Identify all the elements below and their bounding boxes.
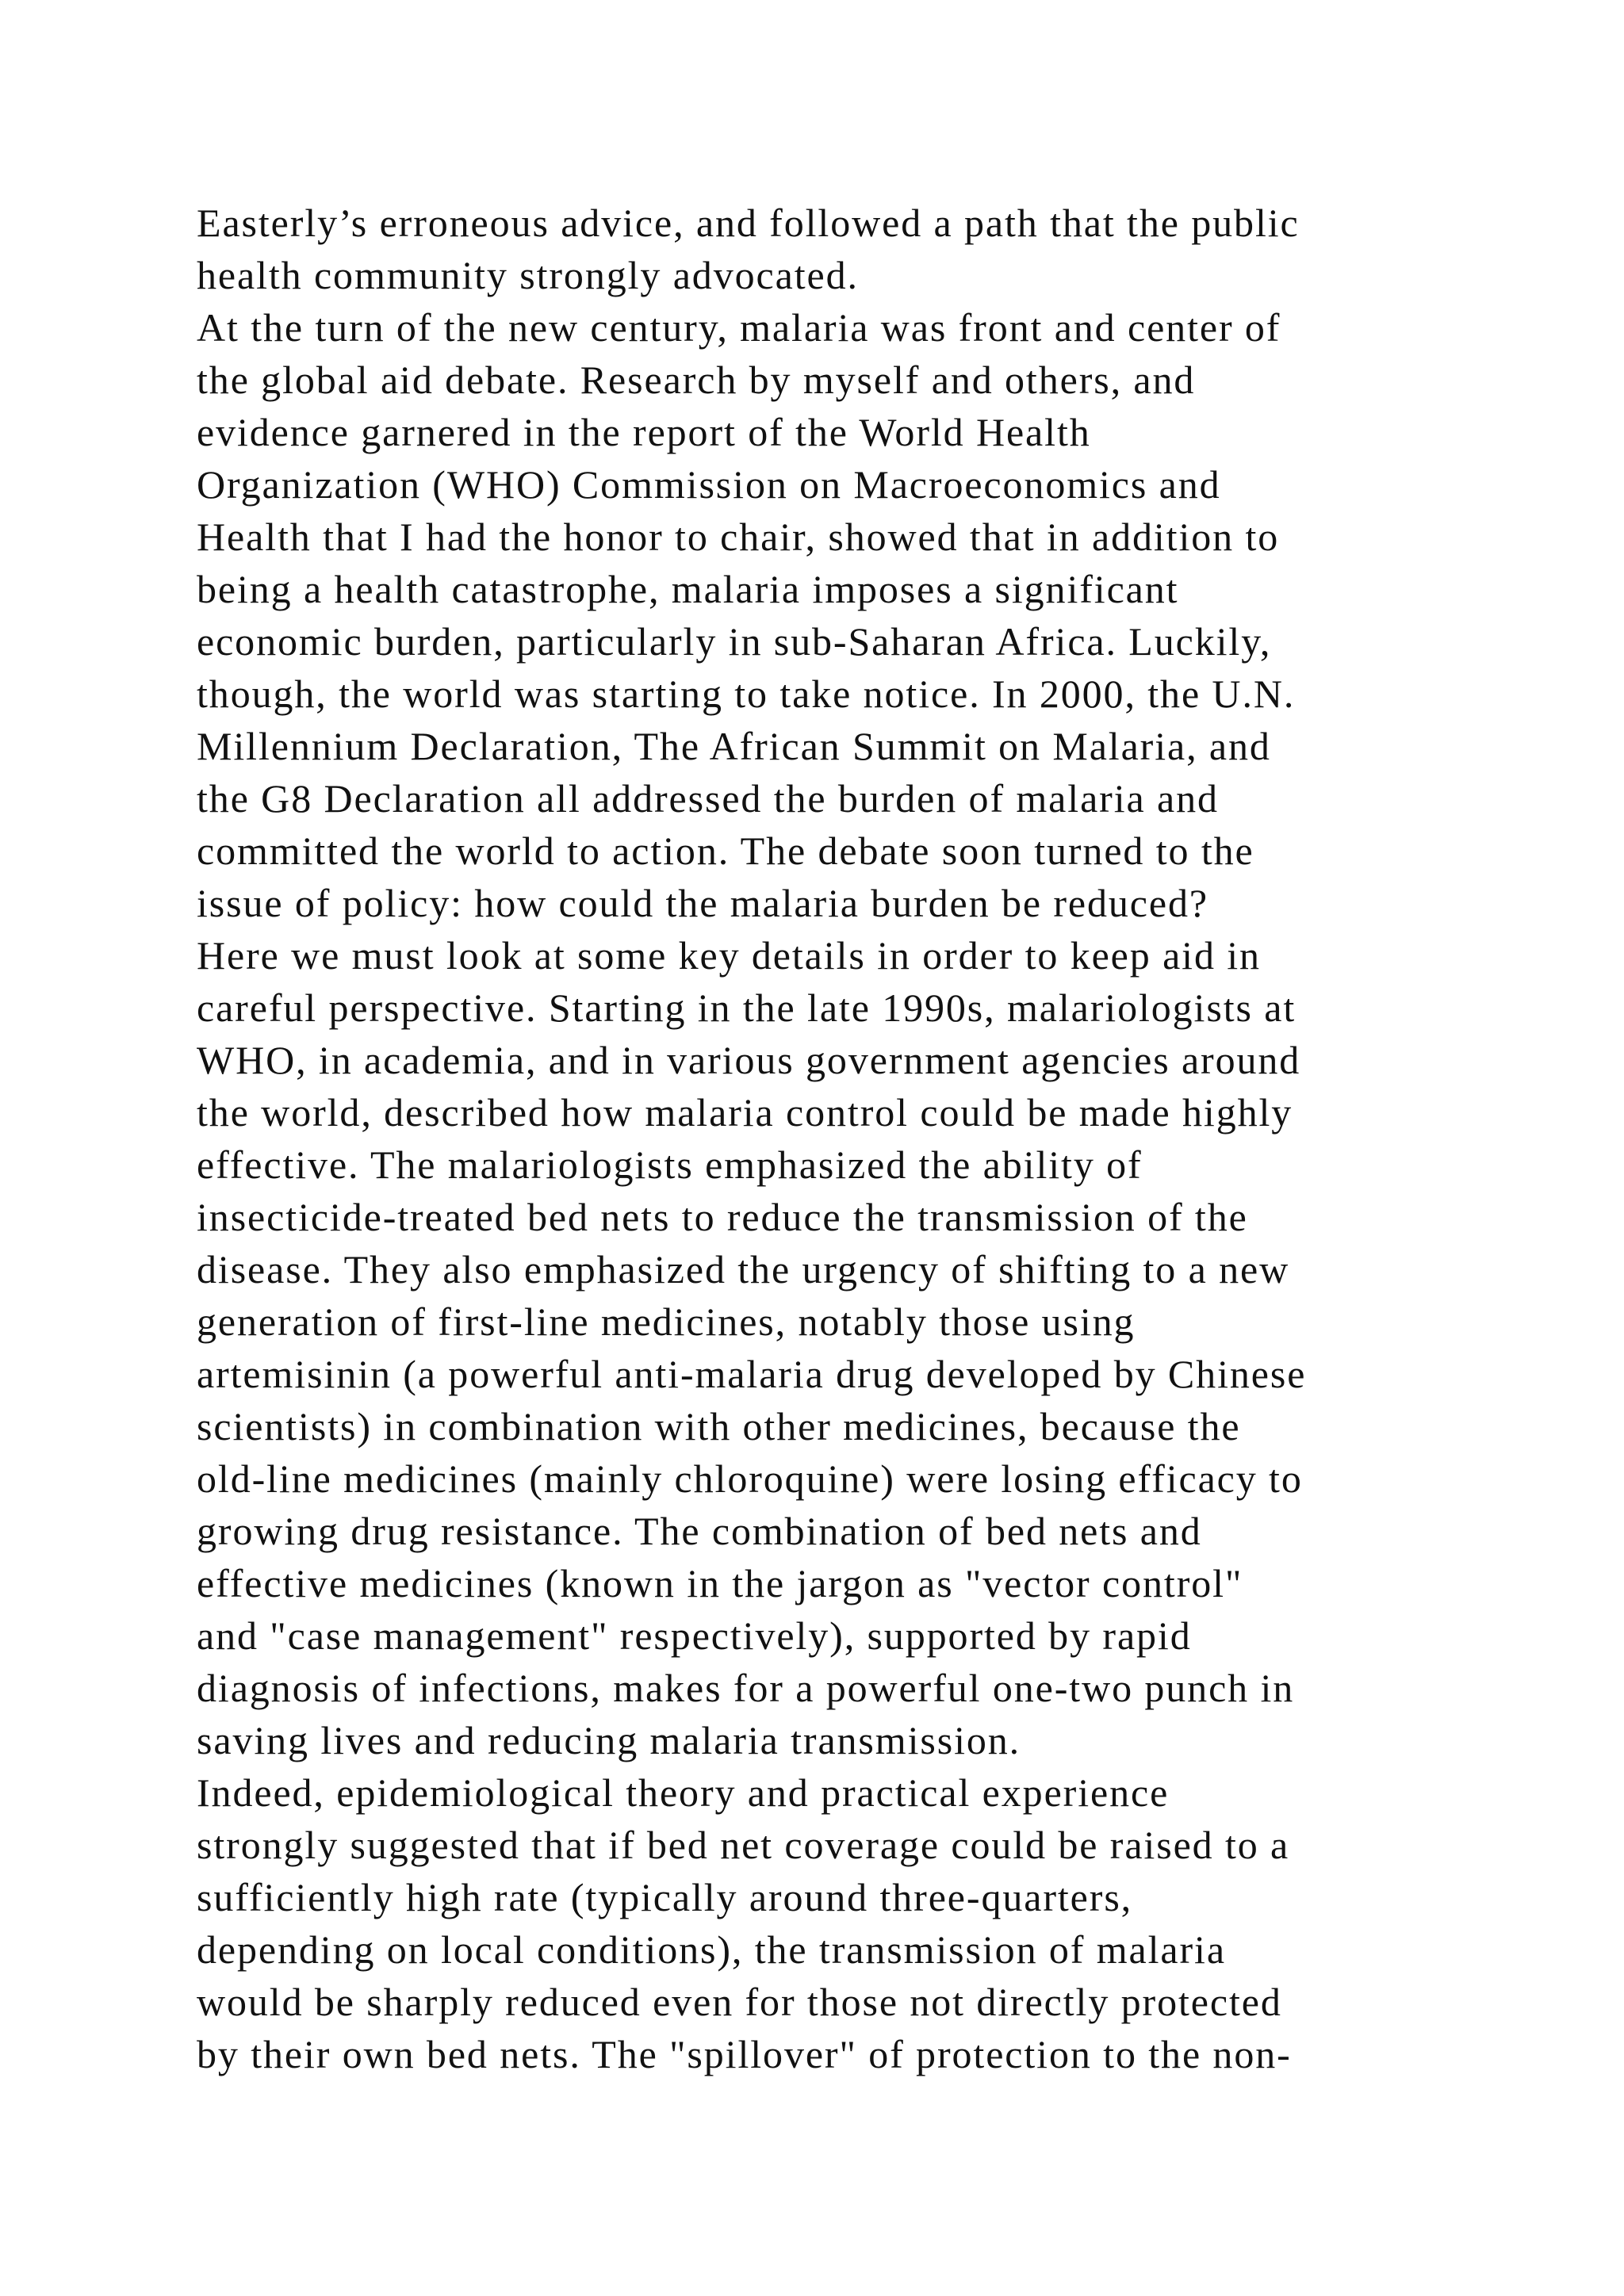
text-line: careful perspective. Starting in the late 1990s, malariologists at <box>197 985 1297 1030</box>
text-line: would be sharply reduced even for those not directly protected <box>197 1980 1282 2024</box>
text-line: the global aid debate. Research by myself and others, and <box>197 358 1196 402</box>
text-line: health community strongly advocated. <box>197 253 859 297</box>
body-text <box>197 197 1434 2080</box>
text-line: depending on local conditions), the transmission of malaria <box>197 1927 1226 1972</box>
text-line: saving lives and reducing malaria transmission. <box>197 1718 1021 1762</box>
text-line: generation of first-line medicines, notably those using <box>197 1299 1136 1344</box>
text-line: effective. The malariologists emphasized the ability of <box>197 1142 1143 1187</box>
text-line: the world, described how malaria control could be made highly <box>197 1090 1293 1135</box>
text-line: growing drug resistance. The combination of bed nets and <box>197 1509 1202 1553</box>
text-line: At the turn of the new century, malaria was front and center of <box>197 305 1281 350</box>
text-line: and "case management" respectively), supported by rapid <box>197 1613 1192 1658</box>
text-line: economic burden, particularly in sub-Saharan Africa. Luckily, <box>197 619 1272 664</box>
text-line: committed the world to action. The debate soon turned to the <box>197 828 1254 873</box>
text-line: WHO, in academia, and in various government agencies around <box>197 1038 1301 1082</box>
text-line: Millennium Declaration, The African Summit on Malaria, and <box>197 724 1271 768</box>
text-line: sufficiently high rate (typically around three-quarters, <box>197 1875 1133 1919</box>
text-line: scientists) in combination with other medicines, because the <box>197 1404 1241 1448</box>
text-line: strongly suggested that if bed net coverage could be raised to a <box>197 1823 1290 1867</box>
text-line: by their own bed nets. The "spillover" of protection to the non- <box>197 2032 1292 2076</box>
text-line: though, the world was starting to take notice. In 2000, the U.N. <box>197 672 1296 716</box>
text-line: effective medicines (known in the jargon as "vector control" <box>197 1561 1243 1605</box>
text-line: old-line medicines (mainly chloroquine) were losing efficacy to <box>197 1456 1303 1501</box>
text-line: disease. They also emphasized the urgency of shifting to a new <box>197 1247 1290 1292</box>
text-line: artemisinin (a powerful anti-malaria drug developed by Chinese <box>197 1352 1307 1396</box>
text-line: insecticide-treated bed nets to reduce the transmission of the <box>197 1195 1248 1239</box>
text-line: evidence garnered in the report of the World Health <box>197 410 1091 454</box>
text-line: Health that I had the honor to chair, showed that in addition to <box>197 515 1280 559</box>
text-line: the G8 Declaration all addressed the burden of malaria and <box>197 776 1219 821</box>
text-line: Organization (WHO) Commission on Macroeconomics and <box>197 462 1221 507</box>
text-line: Here we must look at some key details in order to keep aid in <box>197 933 1261 978</box>
text-line: being a health catastrophe, malaria imposes a significant <box>197 567 1179 611</box>
text-line: diagnosis of infections, makes for a powerful one-two punch in <box>197 1666 1295 1710</box>
text-line: issue of policy: how could the malaria burden be reduced? <box>197 881 1208 925</box>
text-line: Easterly’s erroneous advice, and followed a path that the public <box>197 201 1300 245</box>
text-line: Indeed, epidemiological theory and practical experience <box>197 1770 1170 1815</box>
